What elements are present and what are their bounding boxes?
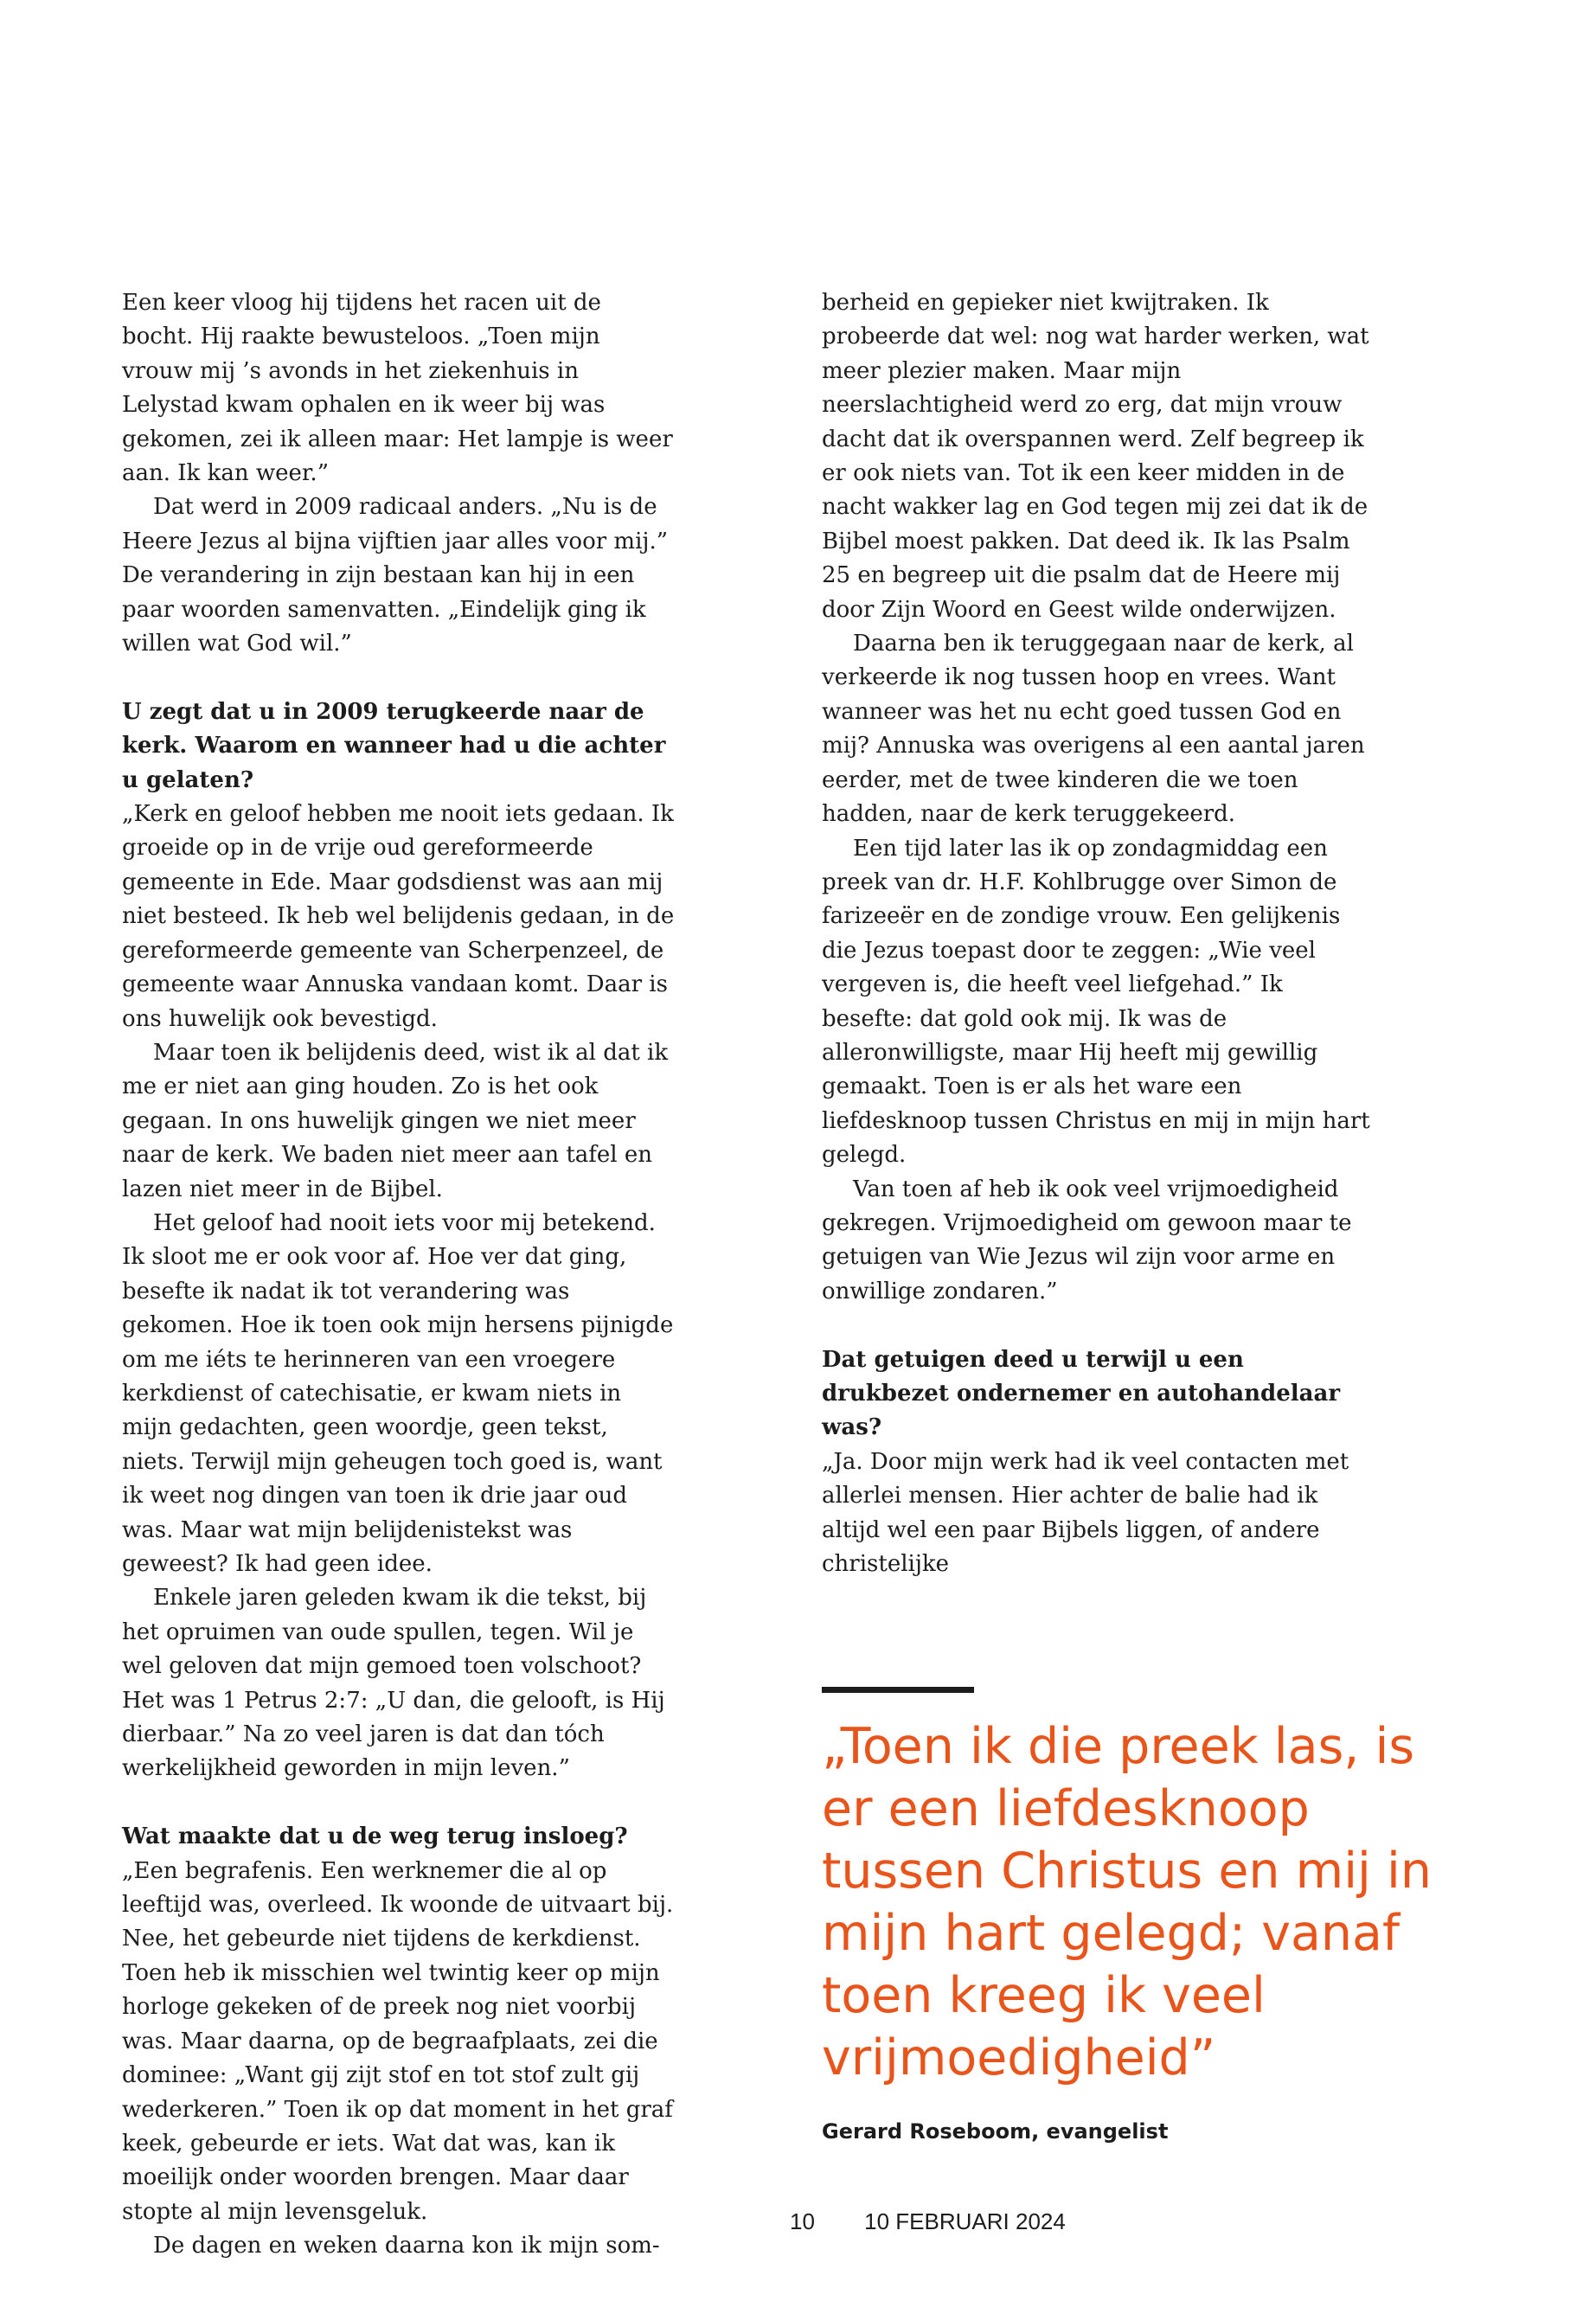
paragraph: „Een begrafenis. Een werknemer die al op leeftijd was, overleed. Ik woonde de uitvaart bij. Nee, het gebeurde niet tijdens de kerkdienst. Toen heb ik misschien wel twintig keer op mijn horloge gekeken of de preek nog niet voorbij was. Maar daarna, op de begraafplaats, zei die dominee: „Want gij zijt stof en tot stof zult gij wederkeren.” Toen ik op dat moment in het graf keek, gebeurde er iets. Wat dat was, kan ik moeilijk onder woorden brengen. Maar daar stopte al mijn levensgeluk. (122, 1857, 674, 2225)
interview-question: Dat getuigen deed u terwijl u een drukbezet ondernemer en autohandelaar was? (822, 1346, 1341, 1441)
page-number: 10 (790, 2208, 815, 2234)
article-column-right (822, 286, 1375, 1581)
pullquote-attribution: Gerard Roseboom, evangelist (822, 2119, 1169, 2144)
interview-question: Wat maakte dat u de weg terug insloeg? (122, 1823, 628, 1850)
paragraph: Het geloof had nooit iets voor mij betekend. Ik sloot me er ook voor af. Hoe ver dat ging, besefte ik nadat ik tot verandering was gekomen. Hoe ik toen ook mijn hersens pijnigde om me iéts te herinneren van een vroegere kerkdienst of catechisatie, er kwam niets in mijn gedachten, geen woordje, geen tekst, niets. Terwijl mijn geheugen toch goed is, want ik weet nog dingen van toen ik drie jaar oud was. Maar wat mijn belijdenistekst was geweest? Ik had geen idee. (122, 1209, 674, 1578)
paragraph: Daarna ben ik teruggegaan naar de kerk, al verkeerde ik nog tussen hoop en vrees. Want wanneer was het nu echt goed tussen God en mij? Annuska was overigens al een aantal jaren eerder, met de twee kinderen die we toen hadden, naar de kerk teruggekeerd. (822, 631, 1365, 828)
paragraph: Enkele jaren geleden kwam ik die tekst, bij het opruimen van oude spullen, tegen. Wil je wel geloven dat mijn gemoed toen volschoot? Het was 1 Petrus 2:7: „U dan, die gelooft, is Hij dierbaar.” Na zo veel jaren is dat dan tóch werkelijkheid geworden in mijn leven.” (122, 1585, 665, 1782)
article-column-left (122, 286, 676, 2264)
interview-question: U zegt dat u in 2009 terugkeerde naar de kerk. Waarom en wanneer had u die achter u gelaten? (122, 698, 666, 793)
page-footer (790, 2208, 1066, 2235)
paragraph: Een tijd later las ik op zondagmiddag een preek van dr. H.F. Kohlbrugge over Simon de farizeeër en de zondige vrouw. Een gelijkenis die Jezus toepast door te zeggen: „Wie veel vergeven is, die heeft veel liefgehad.” Ik besefte: dat gold ook mij. Ik was de alleronwilligste, maar Hij heeft mij gewillig gemaakt. Toen is er als het ware een liefdesknoop tussen Christus en mij in mijn hart gelegd. (822, 835, 1370, 1169)
paragraph: Maar toen ik belijdenis deed, wist ik al dat ik me er niet aan ging houden. Zo is het ook gegaan. In ons huwelijk gingen we niet meer naar de kerk. We baden niet meer aan tafel en lazen niet meer in de Bijbel. (122, 1039, 669, 1202)
paragraph: „Ja. Door mijn werk had ik veel contacten met allerlei mensen. Hier achter de balie had ik altijd wel een paar Bijbels liggen, of andere christelijke (822, 1448, 1349, 1578)
pullquote: „Toen ik die preek las, is er een liefdesknoop tussen Christus en mij in mijn hart gelegd; vanaf toen kreeg ik veel vrijmoedigheid” (822, 1718, 1432, 2086)
pullquote-rule (822, 1687, 974, 1693)
paragraph: Van toen af heb ik ook veel vrijmoedigheid gekregen. Vrijmoedigheid om gewoon maar te getuigen van Wie Jezus wil zijn voor arme en onwillige zondaren.” (822, 1176, 1352, 1304)
paragraph: „Kerk en geloof hebben me nooit iets gedaan. Ik groeide op in de vrije oud gereformeerde gemeente in Ede. Maar godsdienst was aan mij niet besteed. Ik heb wel belijdenis gedaan, in de gereformeerde gemeente van Scherpenzeel, de gemeente waar Annuska vandaan komt. Daar is ons huwelijk ook bevestigd. (122, 801, 675, 1032)
paragraph: berheid en gepieker niet kwijtraken. Ik probeerde dat wel: nog wat harder werken, wat meer plezier maken. Maar mijn neerslachtigheid werd zo erg, dat mijn vrouw dacht dat ik overspannen werd. Zelf begreep ik er ook niets van. Tot ik een keer midden in de nacht wakker lag en God tegen mij zei dat ik de Bijbel moest pakken. Dat deed ik. Ik las Psalm 25 en begreep uit die psalm dat de Heere mij door Zijn Woord en Geest wilde onderwijzen. (822, 290, 1369, 623)
issue-date: 10 FEBRUARI 2024 (864, 2208, 1066, 2234)
paragraph: De dagen en weken daarna kon ik mijn som- (153, 2233, 660, 2259)
paragraph: Een keer vloog hij tijdens het racen uit de bocht. Hij raakte bewusteloos. „Toen mijn vrouw mij ’s avonds in het ziekenhuis in Lelystad kwam ophalen en ik weer bij was gekomen, zei ik alleen maar: Het lampje is weer aan. Ik kan weer.” (122, 290, 673, 487)
paragraph: Dat werd in 2009 radicaal anders. „Nu is de Heere Jezus al bijna vijftien jaar alles voor mij.” De verandering in zijn bestaan kan hij in een paar woorden samenvatten. „Eindelijk ging ik willen wat God wil.” (122, 494, 669, 657)
